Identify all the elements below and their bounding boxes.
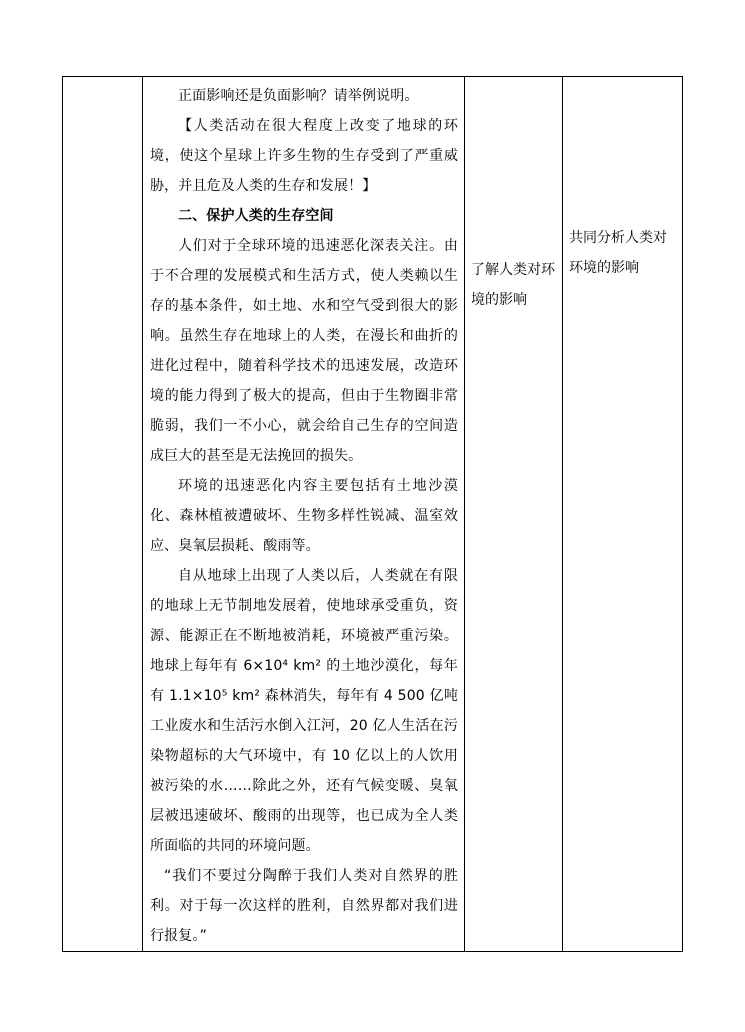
lesson-plan-table [62, 76, 683, 952]
paragraph-facts: 自从地球上出现了人类以后，人类就在有限的地球上无节制地发展着，使地球承受重负，资源、能源正在不断地被消耗，环境被严重污染。地球上每年有 6×10⁴ km² 的土地沙漠化，每年有 1.1×10⁵ km² 森林消失，每年有 4 500 亿吨工业废水和生活污水倒入江河，20 亿人生活在污染物超标的大气环境中，有 10 亿以上的人饮用被污染的水……除此之外，还有气候变暖、臭氧层被迅速破坏、酸雨的出现等，也已成为全人类所面临的共同的环境问题。 [150, 568, 458, 854]
paragraph-concern: 人们对于全球环境的迅速恶化深表关注。由于不合理的发展模式和生活方式，使人类赖以生存的基本条件，如土地、水和空气受到很大的影响。虽然生存在地球上的人类，在漫长和曲折的进化过程中，随着科学技术的迅速发展，改造环境的能力得到了极大的提高，但由于生物圈非常脆弱，我们一不小心，就会给自己生存的空间造成巨大的甚至是无法挽回的损失。 [150, 238, 458, 464]
section-heading: 二、保护人类的生存空间 [178, 208, 334, 224]
design-intent-text: 共同分析人类对环境的影响 [569, 230, 667, 276]
paragraph-summary: 【人类活动在很大程度上改变了地球的环境，使这个星球上许多生物的生存受到了严重威胁，并且危及人类的生存和发展！】 [150, 118, 458, 194]
teaching-content [143, 77, 464, 951]
student-activity-text: 了解人类对环境的影响 [471, 262, 555, 308]
paragraph-question: 正面影响还是负面影响？请举例说明。 [178, 88, 419, 104]
paragraph-deterioration: 环境的迅速恶化内容主要包括有土地沙漠化、森林植被遭破坏、生物多样性锐减、温室效应、臭氧层损耗、酸雨等。 [150, 478, 458, 554]
design-intent-cell [563, 77, 683, 952]
paragraph-quote: “我们不要过分陶醉于我们人类对自然界的胜利。对于每一次这样的胜利，自然界都对我们进行报复。” [150, 868, 458, 944]
teaching-content-cell [143, 77, 465, 952]
empty-cell [63, 77, 143, 952]
table-row [63, 77, 683, 952]
student-activity-cell [465, 77, 563, 952]
